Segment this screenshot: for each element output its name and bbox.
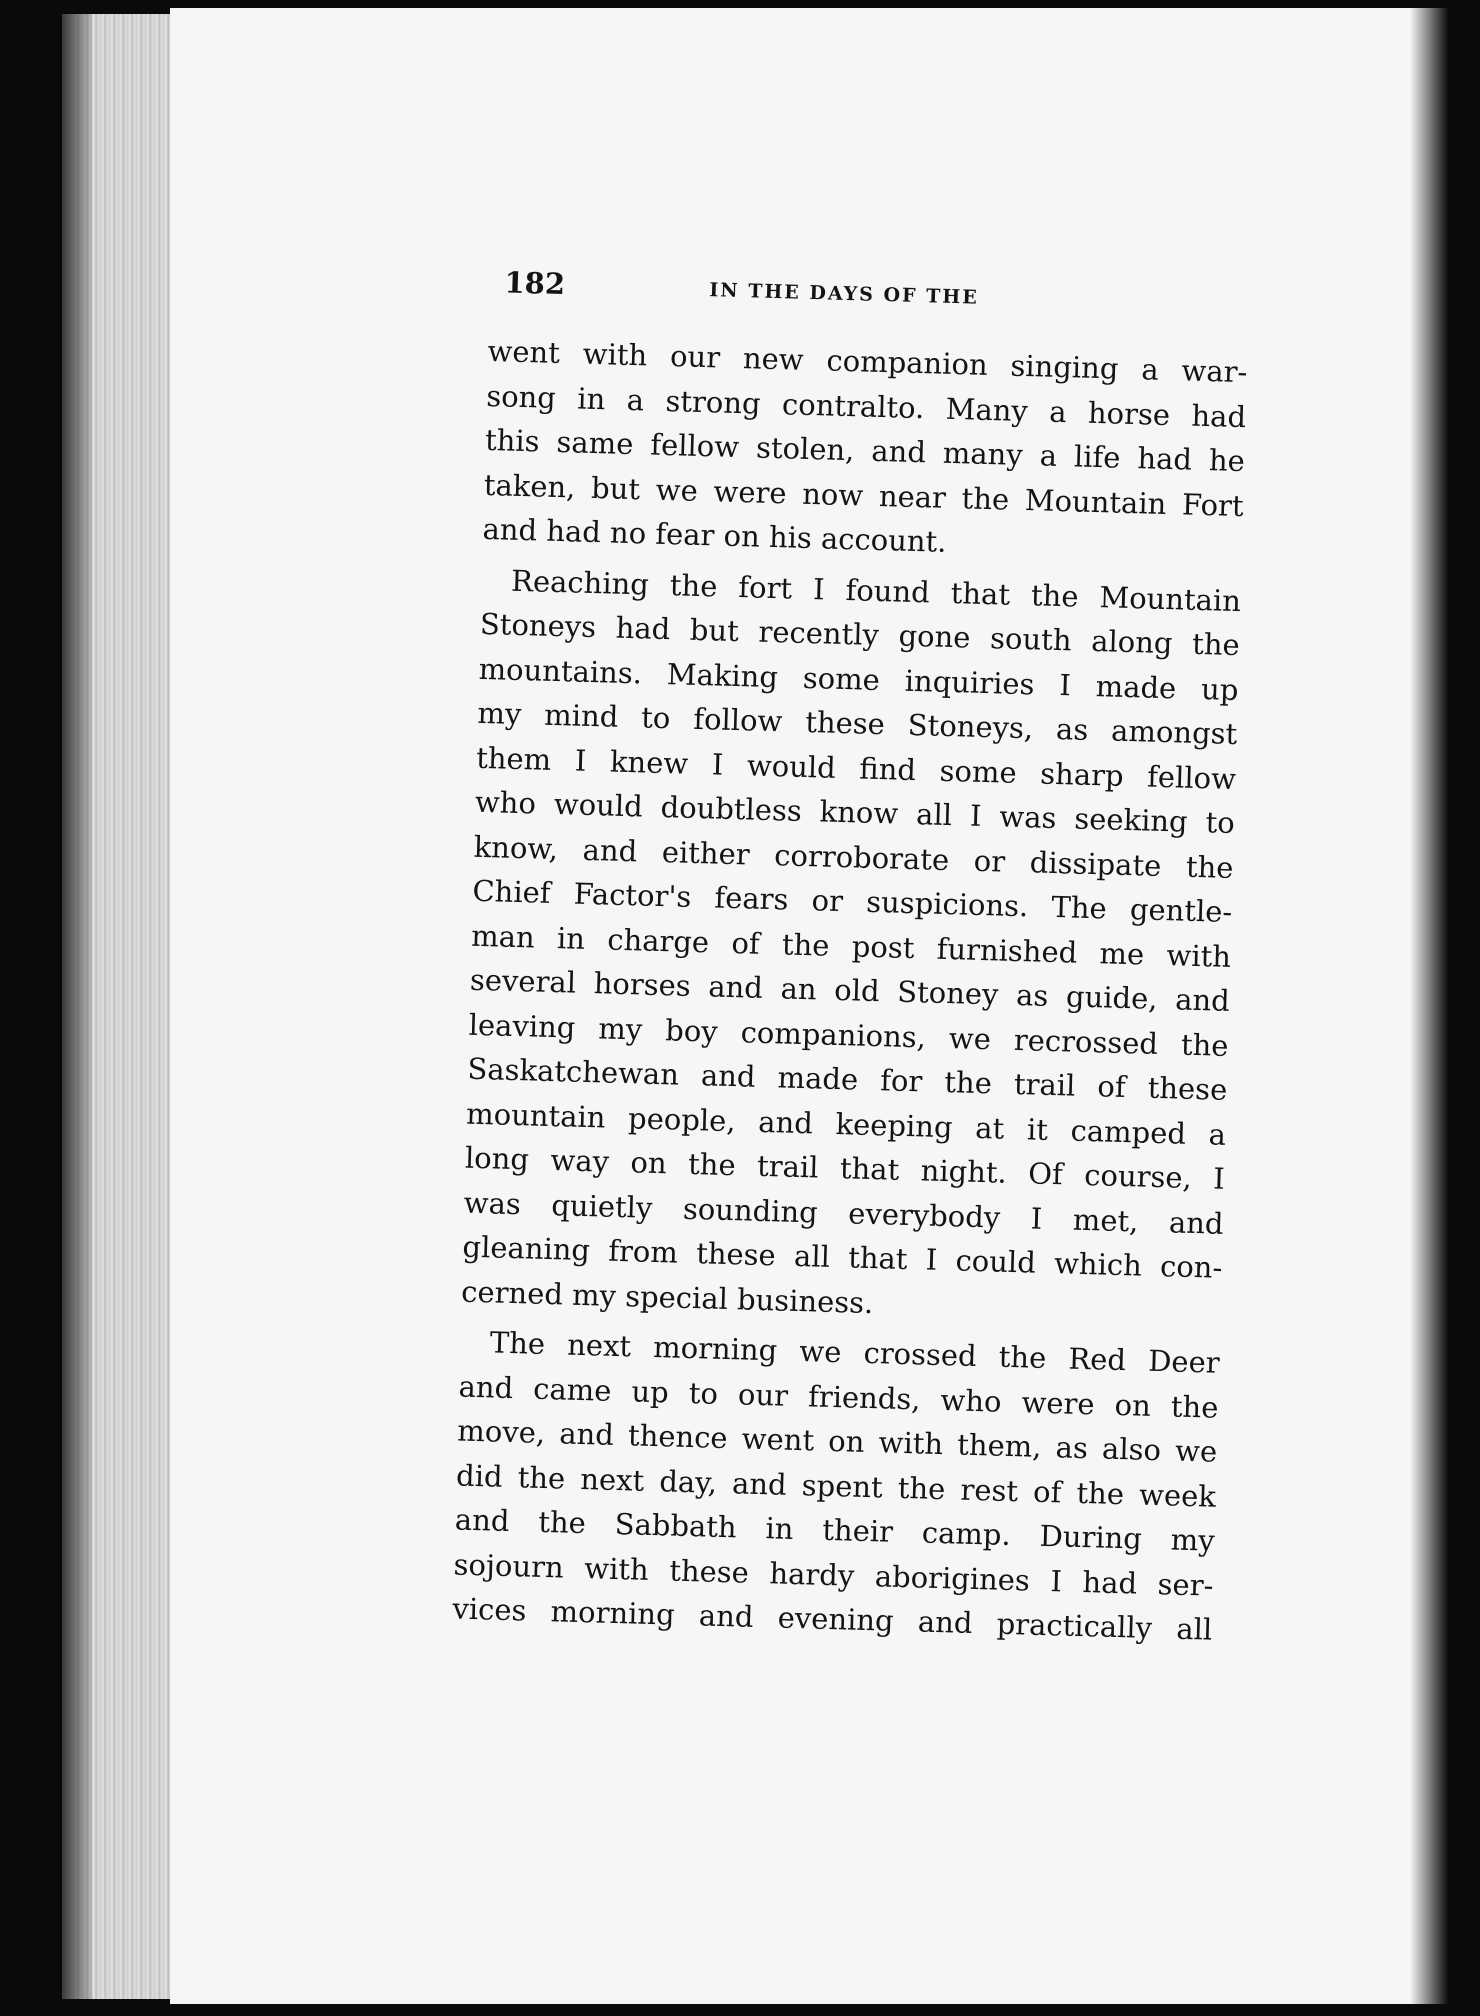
- text-line: man in charge of the post furnished me with: [470, 918, 1232, 974]
- text-line: cerned my special business.: [460, 1274, 874, 1320]
- text-line: was quietly sounding everybody I met, and: [463, 1185, 1225, 1241]
- text-line: Reaching the fort I found that the Mountain: [510, 563, 1242, 618]
- text-line: move, and thence went on with them, as also we: [456, 1413, 1218, 1469]
- text-line: and the Sabbath in their camp. During my: [454, 1502, 1216, 1558]
- text-line: leaving my boy companions, we recrossed the: [468, 1007, 1229, 1063]
- text-line: sojourn with these hardy aborigines I had ser-: [453, 1547, 1214, 1603]
- text-line: taken, but we were now near the Mountain Fort: [483, 467, 1245, 523]
- text-line: long way on the trail that night. Of course, I: [464, 1140, 1226, 1196]
- text-line: vices morning and evening and practically all: [451, 1591, 1213, 1647]
- text-line: Stoneys had but recently gone south along the: [479, 606, 1241, 663]
- text-line: and had no fear on his account.: [482, 511, 947, 559]
- scan-border-right: [1410, 0, 1480, 2016]
- text-line: song in a strong contralto. Many a horse had: [485, 378, 1247, 434]
- paragraph: [452, 1320, 1220, 1653]
- page-text-block: [452, 265, 1250, 1652]
- text-line: Saskatchewan and made for the trail of these: [467, 1051, 1228, 1107]
- paragraph: [482, 329, 1248, 573]
- text-line: who would doubtless know all I was seeking to: [474, 784, 1236, 841]
- text-line: Chief Factor's fears or suspicions. The gentle-: [472, 873, 1233, 929]
- text-line: mountains. Making some inquiries I made up: [478, 651, 1239, 707]
- page-number: 182: [504, 265, 566, 302]
- book-edge-shadow: [62, 14, 92, 1999]
- text-line: mountain people, and keeping at it camped a: [465, 1096, 1227, 1152]
- text-line: them I knew I would find some sharp fellow: [475, 740, 1237, 796]
- text-line: this same fellow stolen, and many a life had he: [484, 422, 1246, 479]
- text-line: several horses and an old Stoney as guide, and: [469, 962, 1231, 1018]
- text-line: The next morning we crossed the Red Deer: [489, 1325, 1221, 1380]
- text-line: went with our new companion singing a war-: [487, 333, 1248, 390]
- text-line: and came up to our friends, who were on the: [458, 1369, 1219, 1425]
- text-line: know, and either corroborate or dissipate the: [473, 829, 1234, 885]
- text-line: my mind to follow these Stoneys, as amongst: [477, 695, 1238, 752]
- paragraph: [461, 557, 1242, 1334]
- text-line: did the next day, and spent the rest of the week: [455, 1458, 1217, 1514]
- running-head: IN THE DAYS OF THE: [709, 279, 980, 309]
- text-line: gleaning from these all that I could which con-: [462, 1229, 1223, 1285]
